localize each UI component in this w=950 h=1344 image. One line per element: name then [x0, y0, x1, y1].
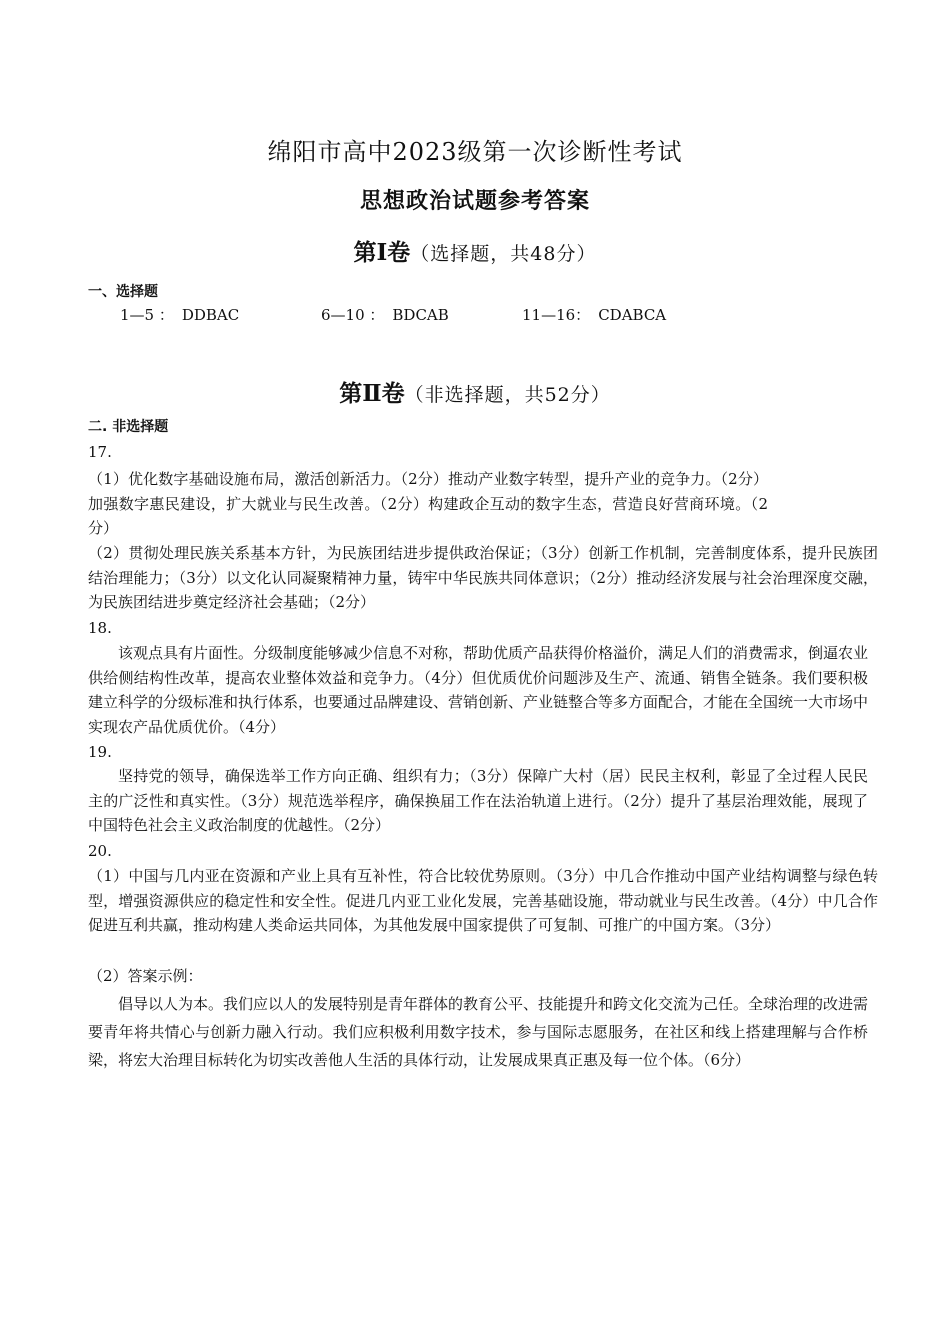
question-17-part2: （2）贯彻处理民族关系基本方针，为民族团结进步提供政治保证；（3分）创新工作机制，完善制度体系，提升民族团结治理能力；（3分）以文化认同凝聚精神力量，铸牢中华民族共同体意识；（2分）推动经济发展与社会治理深度交融，为民族团结进步奠定经济社会基础；（2分）: [88, 544, 878, 611]
mc-answer-group: [321, 305, 449, 325]
question-19-answer: 坚持党的领导，确保选举工作方向正确、组织有力；（3分）保障广大村（居）民民主权利，彰显了全过程人民民主的广泛性和真实性。（3分）规范选举程序，确保换届工作在法治轨道上进行。（2分）提升了基层治理效能，展现了中国特色社会主义政治制度的优越性。（2分）: [88, 767, 868, 834]
part2-note: （非选择题，共52分）: [404, 384, 611, 406]
mc-answer-group: [120, 305, 239, 325]
question-17-part1: （1）优化数字基础设施布局，激活创新活力。（2分）推动产业数字转型，提升产业的竞争力。（2分）加强数字惠民建设，扩大就业与民生改善。（2分）构建政企互动的数字生态，营造良好营商环境。（2分）: [88, 470, 768, 537]
part2-title: 第Ⅱ卷: [339, 380, 405, 407]
question-17-number: 17.: [88, 443, 112, 461]
exam-title: 绵阳市高中2023级第一次诊断性考试: [267, 138, 683, 166]
mc-letters: BDCAB: [392, 306, 449, 324]
question-18-answer: 该观点具有片面性。分级制度能够减少信息不对称，帮助优质产品获得价格溢价，满足人们的消费需求，倒逼农业供给侧结构性改革，提高农业整体效益和竞争力。（4分）但优质优价问题涉及生产、流通、销售全链条。我们要积极建立科学的分级标准和执行体系，也要通过品牌建设、营销创新、产业链整合等多方面配合，才能在全国统一大市场中实现农产品优质优价。（4分）: [88, 644, 869, 736]
part2-heading: [0, 377, 950, 413]
exam-subtitle: 思想政治试题参考答案: [359, 188, 590, 214]
mc-letters: DDBAC: [181, 306, 240, 324]
part1-heading: [0, 236, 950, 272]
question-20-part1: （1）中国与几内亚在资源和产业上具有互补性，符合比较优势原则。（3分）中几合作推动中国产业结构调整与绿色转型，增强资源供应的稳定性和安全性。促进几内亚工业化发展，完善基础设施，带动就业与民生改善。（4分）中几合作促进互利共赢，推动构建人类命运共同体，为其他发展中国家提供了可复制、可推广的中国方案。（3分）: [88, 867, 878, 934]
mc-range: 6—10 ：: [321, 306, 385, 324]
question-20-number: 20.: [88, 842, 112, 860]
mc-letters: CDABCA: [598, 306, 667, 324]
mc-range: 11—16：: [522, 306, 591, 324]
question-18-number: 18.: [88, 619, 112, 637]
part1-note: （选择题，共48分）: [410, 243, 597, 265]
question-19-number: 19.: [88, 743, 112, 761]
part1-title: 第Ⅰ卷: [353, 239, 411, 266]
open-questions-label: 二. 非选择题: [88, 419, 169, 435]
multiple-choice-label: 一、选择题: [88, 284, 158, 300]
mc-answer-group: [522, 305, 666, 325]
question-20-part2-label: （2）答案示例：: [88, 967, 203, 985]
mc-range: 1—5 ：: [120, 306, 174, 324]
question-20-sample-answer: 倡导以人为本。我们应以人的发展特别是青年群体的教育公平、技能提升和跨文化交流为己任。全球治理的改进需要青年将共情心与创新力融入行动。我们应积极利用数字技术，参与国际志愿服务，在社区和线上搭建理解与合作桥梁，将宏大治理目标转化为切实改善他人生活的具体行动，让发展成果真正惠及每一位个体。（6分）: [88, 995, 869, 1069]
